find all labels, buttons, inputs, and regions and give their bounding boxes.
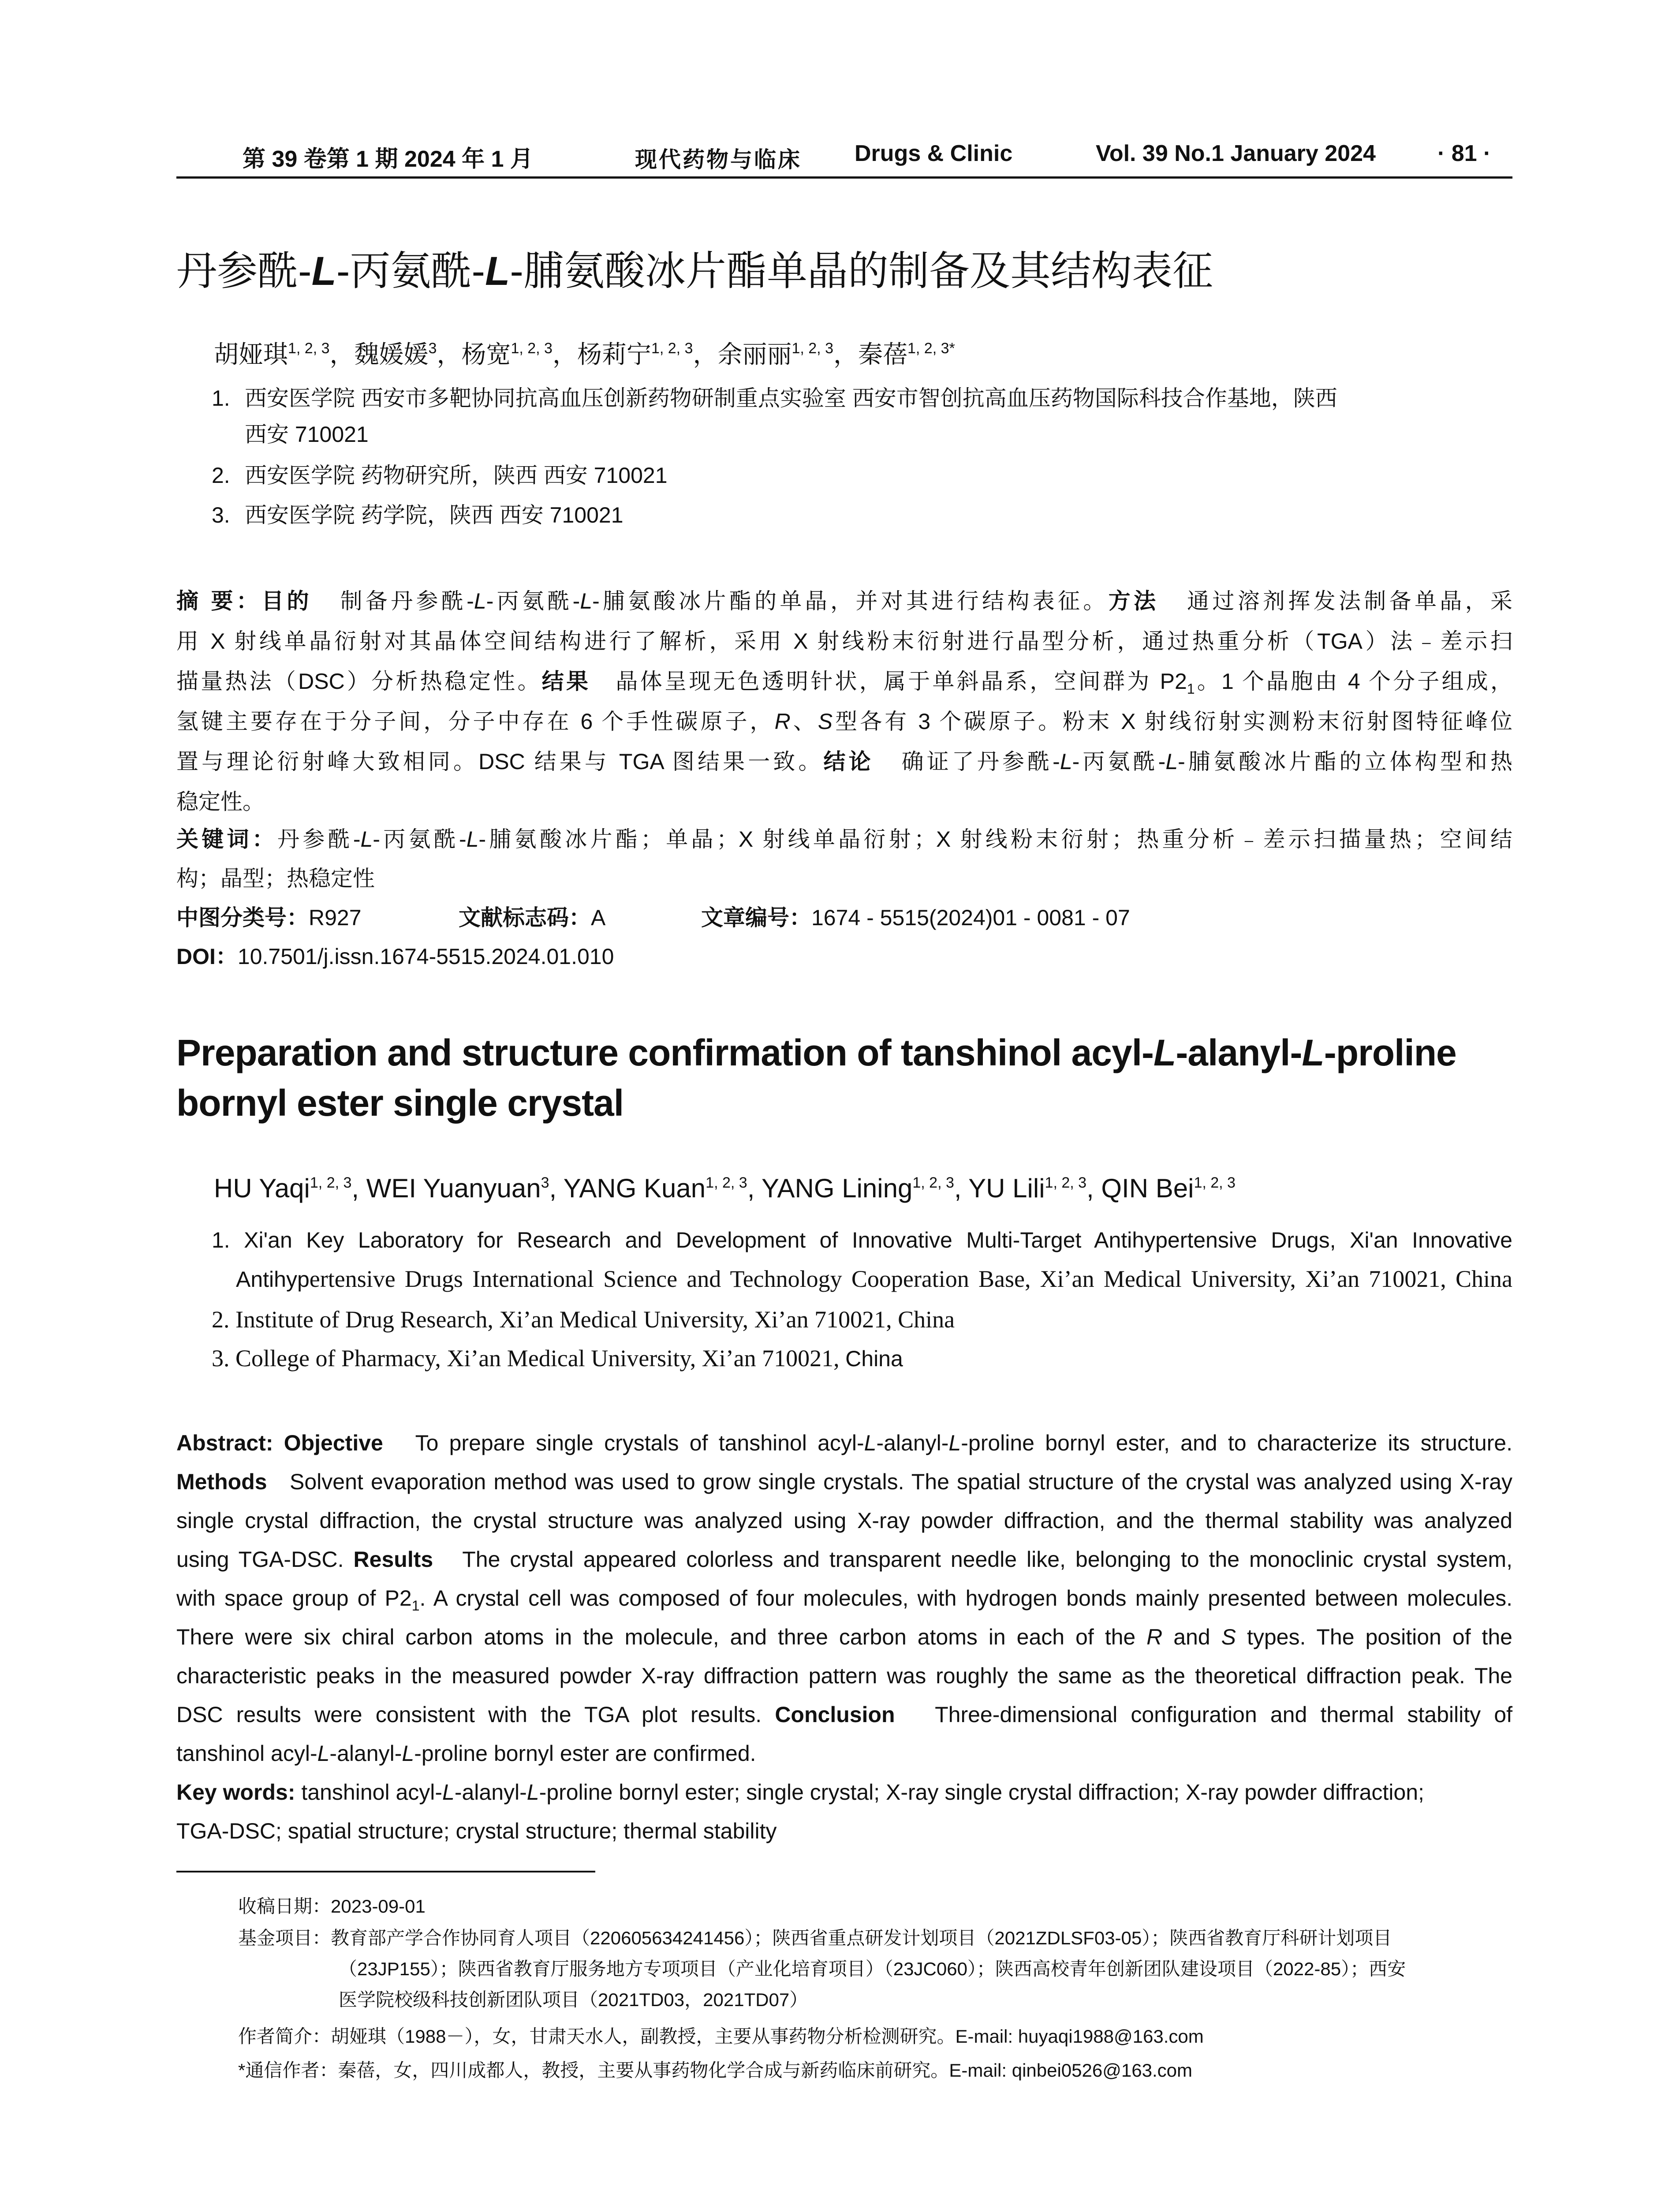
authors-en: HU Yaqi$^{1, 2, 3}$, WEI Yuanyuan$^3$, YANG Kuan$^{1, 2, 3}$, YANG Lining$^{1, 2, 3}$, YU Lili$^{1, 2, 3}$, QIN Bei$^{1, 2, 3}$ <box>214 1174 1236 1203</box>
header-page-number: · 81 · <box>1437 141 1491 166</box>
affiliation-cn-3: 西安医学院 药学院，陕西 西安 710021 <box>245 503 623 527</box>
author-en: HU Yaqi <box>214 1174 310 1203</box>
author-cn: 秦蓓 <box>858 340 907 369</box>
footnote-author: 作者简介：胡娅琪（1988－），女，甘肃天水人，副教授，主要从事药物分析检测研究。E-mail: huyaqi1988@163.com <box>238 2026 1204 2047</box>
footnote-fund: 基金项目：教育部产学合作协同育人项目（220605634241456）；陕西省重点研发计划项目（2021ZDLSF03-05）；陕西省教育厅科研计划项目 （23JP155）；陕西省教育厅服务地方专项项目（产业化培育项目）（23JC060）；陕西高校青年创新团队建设项目（2022-85）；西安 医学院校级科技创新团队项目（2021TD03，2021TD07） <box>238 1928 1406 2010</box>
author-cn: 魏媛媛 <box>354 340 429 369</box>
footnote-rule <box>176 1871 595 1872</box>
header-journal-en: Drugs & Clinic <box>855 141 1013 166</box>
title-cn: 丹参酰-L-丙氨酰-L-脯氨酸冰片酯单晶的制备及其结构表征 <box>176 249 1213 294</box>
affiliations-en: 1. Xi'an Key Laboratory for Research and Development of Innovative Multi-Target Antihypertensive Drugs, Xi'an Innovative Antihypertensive Drugs International Science and Technology Cooperation Base, Xi’an Medical University, Xi’an 710021, China 2. Institute of Drug Research, Xi’an Medical University, Xi’an 710021, China 3. College of Pharmacy, Xi’an Medical University, Xi’an 710021, China <box>212 1221 1512 1379</box>
affiliation-en-1: 1. Xi'an Key Laboratory for Research and Development of Innovative Multi-Target Antihypertensive Drugs, Xi'an Innovative <box>212 1228 1512 1252</box>
header-issue-en: Vol. 39 No.1 January 2024 <box>1096 141 1376 166</box>
abstract-cn: 摘 要：目的 制备丹参酰-L-丙氨酰-L-脯氨酸冰片酯的单晶，并对其进行结构表征。方法 通过溶剂挥发法制备单晶，采 用 X 射线单晶衍射对其晶体空间结构进行了解析，采用 X 射线粉末衍射进行晶型分析，通过热重分析（TGA）法﹣差示扫 描量热法（DSC）分析热稳定性。结果 晶体呈现无色透明针状，属于单斜晶系，空间群为 $P2_1$。1 个晶胞由 4 个分子组成， 氢键主要存在于分子间，分子中存在 6 个手性碳原子，R、S型各有 3 个碳原子。粉末 X 射线衍射实测粉末衍射图特征峰位 置与理论衍射峰大致相同。DSC 结果与 TGA 图结果一致。结论 确证了丹参酰-L-丙氨酰-L-脯氨酸冰片酯的立体构型和热 稳定性。 <box>176 589 1513 814</box>
author-en: YANG Lining <box>761 1174 913 1203</box>
affiliation-cn-1: 西安医学院 西安市多靶协同抗高血压创新药物研制重点实验室 西安市智创抗高血压药物国际科技合作基地，陕西 <box>245 386 1337 411</box>
author-cn: 余丽丽 <box>717 340 792 369</box>
affiliations-cn: 1. 西安医学院 西安市多靶协同抗高血压创新药物研制重点实验室 西安市智创抗高血压药物国际科技合作基地，陕西 西安 710021 2. 西安医学院 药物研究所，陕西 西安 710021 3. 西安医学院 药学院，陕西 西安 710021 <box>212 380 1512 495</box>
abstract-en: Abstract: Objective To prepare single crystals of tanshinol acyl-L-alanyl-L-proline bornyl ester, and to characterize its structure. Methods Solvent evaporation method was used to grow single crystals. The spatial structure of the crystal was analyzed using X-ray single crystal diffraction, the crystal structure was analyzed using X-ray powder diffraction, and the thermal stability was analyzed using TGA-DSC. Results The crystal appeared colorless and transparent needle like, belonging to the monoclinic crystal system, with space group of $P2_1$. A crystal cell was composed of four molecules, with hydrogen bonds mainly presented between molecules. There were six chiral carbon atoms in the molecule, and three carbon atoms in each of the R and S types. The position of the characteristic peaks in the measured powder X-ray diffraction pattern was roughly the same as the theoretical diffraction peak. The DSC results were consistent with the TGA plot results. Conclusion Three-dimensional configuration and thermal stability of tanshinol acyl-L-alanyl-L-proline bornyl ester are confirmed. <box>176 1431 1512 1766</box>
header-journal-cn: 现代药物与临床 <box>635 146 802 172</box>
header-rule <box>176 176 1512 179</box>
affiliation-en-2: 2. Institute of Drug Research, Xi’an Medical University, Xi’an 710021, China <box>212 1306 955 1333</box>
running-header <box>176 140 1512 176</box>
keywords-en: Key words: tanshinol acyl-L-alanyl-L-proline bornyl ester; single crystal; X-ray single crystal diffraction; X-ray powder diffraction; TGA-DSC; spatial structure; crystal structure; thermal stability <box>176 1780 1424 1843</box>
affiliation-cn-2: 西安医学院 药物研究所，陕西 西安 710021 <box>245 463 668 488</box>
author-en: WEI Yuanyuan <box>366 1174 541 1203</box>
author-en: QIN Bei <box>1101 1174 1194 1203</box>
title-en: Preparation and structure confirmation of tanshinol acyl-L-alanyl-L-proline bornyl ester single crystal <box>176 1032 1456 1124</box>
author-en: YU Lili <box>968 1174 1045 1203</box>
author-cn: 胡娅琪 <box>214 340 288 369</box>
author-cn: 杨宽 <box>461 340 511 369</box>
author-cn: 杨莉宁 <box>577 340 651 369</box>
doi: DOI：10.7501/j.issn.1674-5515.2024.01.010 <box>176 944 614 969</box>
classification-block: 中图分类号：R927 文献标志码：A 文章编号：1674 - 5515(2024)01 - 0081 - 07 DOI：10.7501/j.issn.1674-5515.2024.01.010 <box>176 898 1512 977</box>
authors-cn: 胡娅琪$^{1, 2, 3}$，魏媛媛$^3$，杨宽$^{1, 2, 3}$，杨莉宁$^{1, 2, 3}$，余丽丽$^{1, 2, 3}$，秦蓓$^{1, 2, 3*}$ <box>214 340 955 369</box>
footnote-received: 收稿日期：2023-09-01 <box>238 1896 426 1917</box>
affiliation-en-3: 3. College of Pharmacy, Xi’an Medical University, Xi’an 710021, China <box>212 1345 903 1372</box>
footnote-corresponding: *通信作者：秦蓓，女，四川成都人，教授，主要从事药物化学合成与新药临床前研究。E-mail: qinbei0526@163.com <box>238 2060 1192 2081</box>
author-en: YANG Kuan <box>563 1174 706 1203</box>
keywords-cn: 关键词：丹参酰-L-丙氨酰-L-脯氨酸冰片酯；单晶；X 射线单晶衍射；X 射线粉末衍射；热重分析﹣差示扫描量热；空间结 构；晶型；热稳定性 <box>176 827 1512 891</box>
header-issue-cn: 第 39 卷第 1 期 2024 年 1 月 <box>243 146 533 172</box>
